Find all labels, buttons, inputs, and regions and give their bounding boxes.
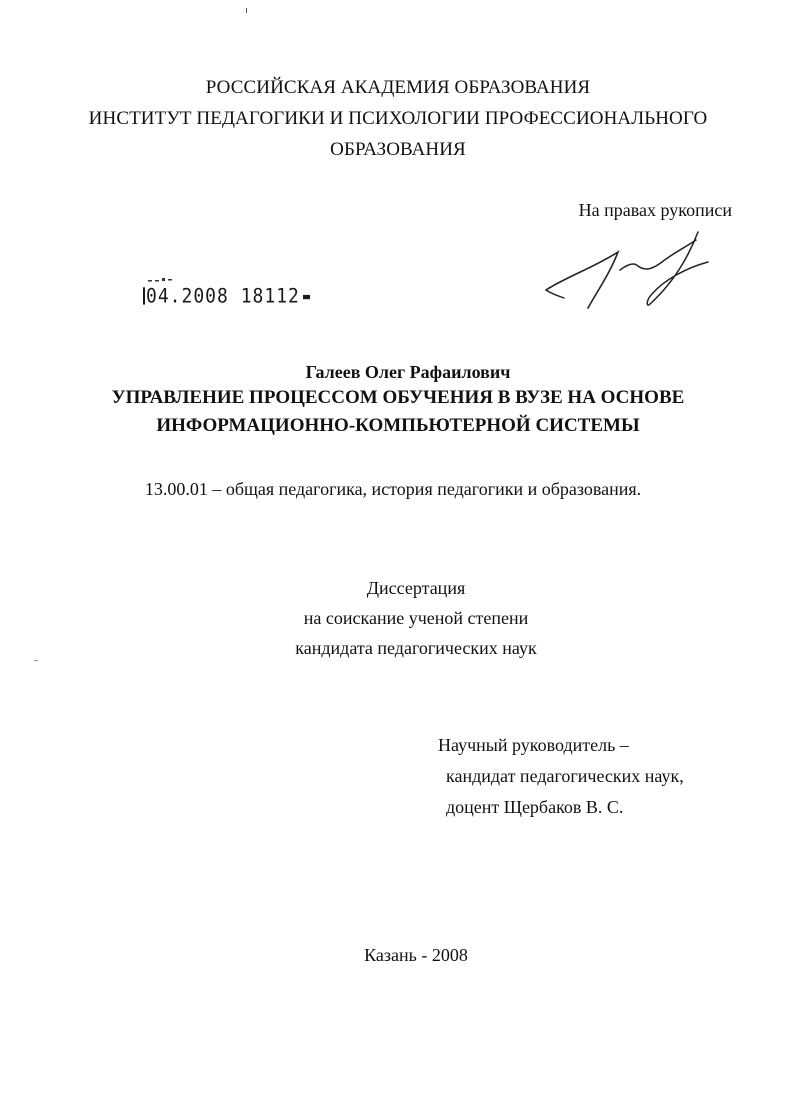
library-stamp-number — [143, 285, 310, 308]
dissertation-type — [18, 573, 796, 663]
organization-header — [0, 72, 796, 165]
city-year: Казань - 2008 — [364, 945, 468, 965]
header-line-institute: ИНСТИТУТ ПЕДАГОГИКИ И ПСИХОЛОГИИ ПРОФЕССИОНАЛЬНОГО — [88, 108, 708, 129]
stamp-dash — [303, 295, 310, 299]
degree-purpose: на соискание ученой степени — [303, 608, 529, 628]
title-line-2: ИНФОРМАЦИОННО-КОМПЬЮТЕРНОЙ СИСТЕМЫ — [156, 415, 640, 436]
scan-speck — [246, 8, 247, 13]
stamp-bar — [143, 287, 145, 304]
advisor-name: доцент Щербаков В. С. — [446, 797, 624, 817]
header-line-academy: РОССИЙСКАЯ АКАДЕМИЯ ОБРАЗОВАНИЯ — [205, 77, 591, 98]
degree-name: кандидата педагогических наук — [295, 638, 537, 658]
handwritten-signature — [538, 228, 718, 318]
dissertation-title — [0, 384, 796, 440]
advisor-degree: кандидат педагогических наук, — [446, 766, 684, 786]
specialty-code: 13.00.01 – общая педагогика, история педагогики и образования. — [144, 479, 642, 499]
dissertation-label: Диссертация — [366, 578, 466, 598]
rights-note: На правах рукописи — [578, 200, 732, 220]
author-name: Галеев Олег Рафаилович — [305, 362, 511, 382]
stamp-text: 04.2008 18112 — [146, 285, 300, 308]
header-line-education: ОБРАЗОВАНИЯ — [330, 139, 466, 160]
title-line-1: УПРАВЛЕНИЕ ПРОЦЕССОМ ОБУЧЕНИЯ В ВУЗЕ НА ОСНОВЕ — [111, 387, 685, 408]
stamp-marks — [147, 277, 177, 285]
scientific-advisor — [438, 730, 684, 823]
advisor-label: Научный руководитель – — [438, 735, 629, 755]
